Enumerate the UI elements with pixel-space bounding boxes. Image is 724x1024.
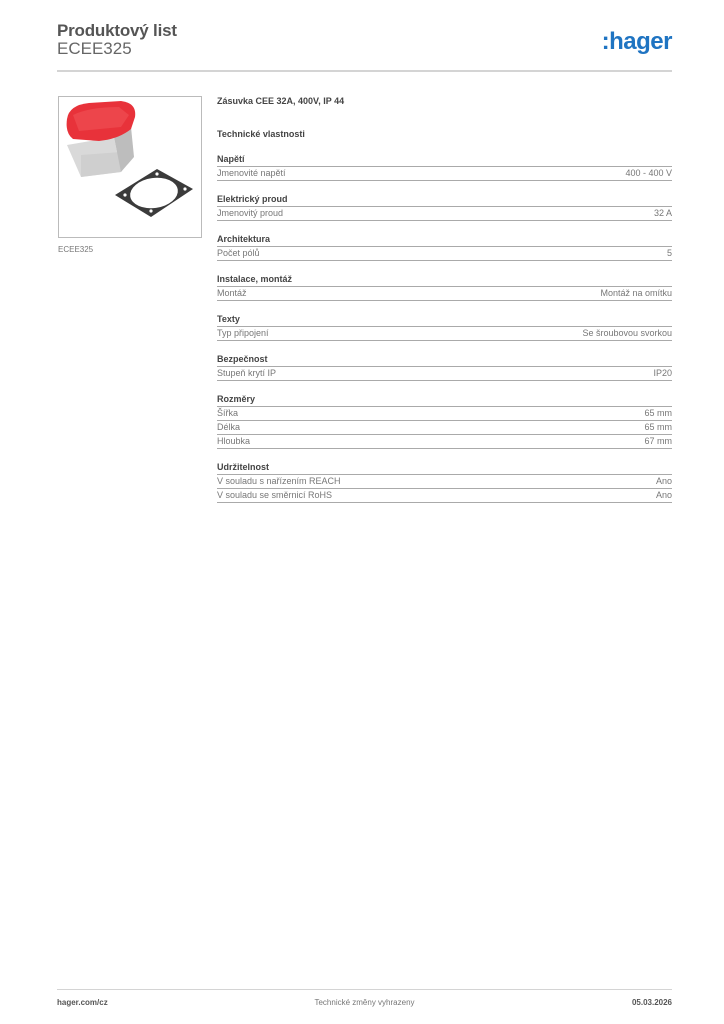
spec-label: Stupeň krytí IP xyxy=(217,368,277,378)
spec-row xyxy=(217,287,672,301)
spec-label: V souladu se směrnicí RoHS xyxy=(217,490,333,500)
spec-value: Ano xyxy=(655,490,672,500)
spec-row xyxy=(217,247,672,261)
spec-label: Délka xyxy=(217,422,241,432)
spec-row xyxy=(217,421,672,435)
spec-label: Šířka xyxy=(217,408,239,418)
spec-label: Počet pólů xyxy=(217,248,260,258)
spec-row xyxy=(217,475,672,489)
spec-value: 32 A xyxy=(653,208,672,218)
spec-label: Jmenovitý proud xyxy=(217,208,284,218)
spec-value: IP20 xyxy=(653,368,672,378)
page-footer xyxy=(57,989,672,1020)
spec-group-title: Bezpečnost xyxy=(217,353,672,367)
spec-group-title: Instalace, montáž xyxy=(217,273,672,287)
spec-group-title: Rozměry xyxy=(217,393,672,407)
spec-value: Ano xyxy=(655,476,672,486)
spec-label: Typ připojení xyxy=(217,328,269,338)
spec-group-title: Napětí xyxy=(217,153,672,167)
page-header xyxy=(57,21,672,72)
spec-row xyxy=(217,435,672,449)
spec-group-title: Architektura xyxy=(217,233,672,247)
spec-row xyxy=(217,489,672,503)
spec-group-title: Elektrický proud xyxy=(217,193,672,207)
image-caption: ECEE325 xyxy=(58,245,94,254)
spec-row xyxy=(217,167,672,181)
footer-website[interactable]: hager.com/cz xyxy=(57,998,108,1007)
spec-value: 65 mm xyxy=(644,422,672,432)
product-photo-icon xyxy=(59,97,201,237)
spec-groups xyxy=(217,153,672,503)
footer-notice: Technické změny vyhrazeny xyxy=(314,998,415,1007)
spec-group xyxy=(217,233,672,261)
product-code: ECEE325 xyxy=(57,39,132,58)
footer-date: 05.03.2026 xyxy=(631,998,672,1007)
spec-row xyxy=(217,207,672,221)
spec-label: V souladu s nařízením REACH xyxy=(217,476,341,486)
spec-group xyxy=(217,153,672,181)
spec-value: 67 mm xyxy=(644,436,672,446)
spec-group-title: Texty xyxy=(217,313,672,327)
spec-value: 400 - 400 V xyxy=(625,168,672,178)
spec-group xyxy=(217,461,672,503)
product-name: Zásuvka CEE 32A, 400V, IP 44 xyxy=(217,96,345,106)
spec-value: Se šroubovou svorkou xyxy=(582,328,672,338)
spec-label: Jmenovité napětí xyxy=(217,168,286,178)
spec-value: 65 mm xyxy=(644,408,672,418)
spec-row xyxy=(217,327,672,341)
hager-logo: :hager xyxy=(601,28,672,55)
spec-group xyxy=(217,313,672,341)
document-title: Produktový list xyxy=(57,21,177,40)
spec-group xyxy=(217,193,672,221)
spec-row xyxy=(217,407,672,421)
spec-group xyxy=(217,353,672,381)
spec-label: Hloubka xyxy=(217,436,251,446)
product-details xyxy=(217,96,672,503)
spec-group xyxy=(217,273,672,301)
spec-value: 5 xyxy=(666,248,672,258)
spec-group xyxy=(217,393,672,449)
spec-value: Montáž na omítku xyxy=(600,288,672,298)
product-image xyxy=(58,96,202,238)
section-heading: Technické vlastnosti xyxy=(217,129,305,139)
spec-group-title: Udržitelnost xyxy=(217,461,672,475)
spec-label: Montáž xyxy=(217,288,247,298)
spec-row xyxy=(217,367,672,381)
